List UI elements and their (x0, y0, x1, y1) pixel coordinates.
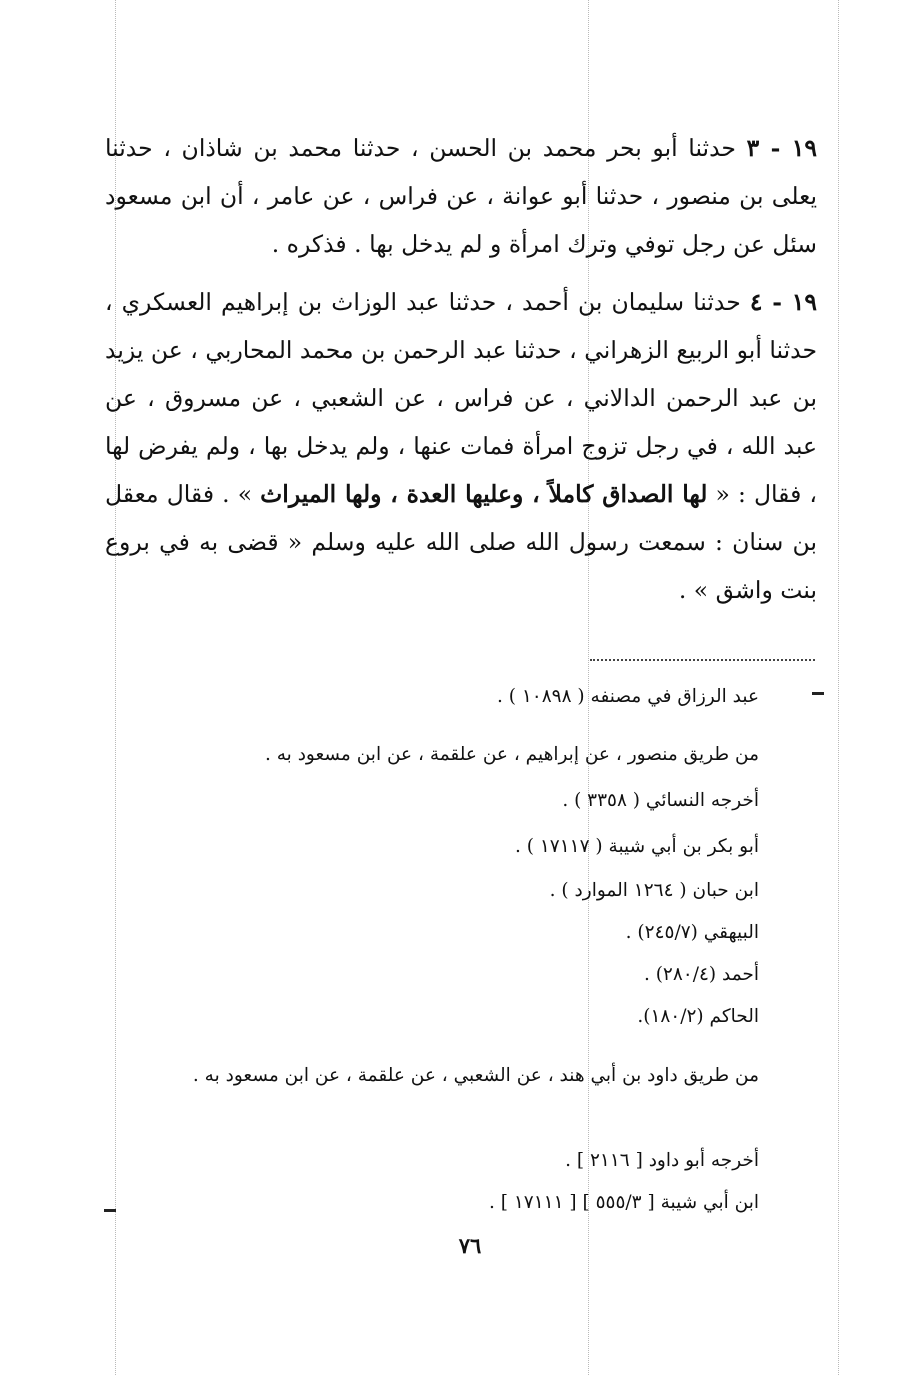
margin-mark (104, 1209, 116, 1212)
footnote-line: أحمد (٢٨٠/٤) . (643, 964, 759, 985)
footnote-line: أخرجه النسائي ( ٣٣٥٨ ) . (562, 790, 759, 811)
hadith-text: حدثنا سليمان بن أحمد ، حدثنا عبد الوزاث بن إبراهيم العسكري ، حدثنا أبو الربيع الزهراني ، حدثنا عبد الرحمن بن محمد المحاربي ، عن يزيد بن عبد الرحمن الدالاني ، عن فراس ، عن الشعبي ، عن مسروق ، عن عبد الله ، في رجل تزوج امرأة فمات عنها ، ولم يدخل بها ، ولم يفرض لها ، فقال : « (105, 288, 817, 508)
footnote-line: عبد الرزاق في مصنفه ( ١٠٨٩٨ ) . (497, 686, 759, 707)
margin-mark (812, 692, 824, 695)
page-number: ٧٦ (458, 1233, 482, 1258)
scan-guide-line (838, 0, 839, 1375)
footnote-line: أخرجه أبو داود [ ٢١١٦ ] . (565, 1150, 759, 1171)
footnote-line: من طريق منصور ، عن إبراهيم ، عن علقمة ، عن ابن مسعود به . (264, 744, 759, 765)
hadith-text-continued: » . فقال معقل بن سنان : سمعت رسول الله صلى الله عليه وسلم « قضى به في بروع بنت واشق » . (105, 480, 817, 604)
footnote-separator (590, 659, 815, 661)
hadith-text: حدثنا أبو بحر محمد بن الحسن ، حدثنا محمد بن شاذان ، حدثنا يعلى بن منصور ، حدثنا أبو عوانة ، عن فراس ، عن عامر ، أن ابن مسعود سئل عن رجل توفي وترك امرأة و لم يدخل بها . فذكره . (105, 134, 817, 258)
hadith-quote-bold: لها الصداق كاملاً ، وعليها العدة ، ولها الميراث (260, 480, 708, 508)
hadith-19-4 (105, 278, 817, 614)
footnote-line: الحاكم (١٨٠/٢). (637, 1006, 759, 1027)
footnote-line: ابن أبي شيبة [ ٥٥٥/٣ ] [ ١٧١١١ ] . (488, 1192, 759, 1213)
footnote-line: أبو بكر بن أبي شيبة ( ١٧١١٧ ) . (515, 836, 759, 857)
hadith-number: ١٩ - ٤ (749, 288, 817, 316)
hadith-19-3 (105, 124, 817, 268)
hadith-number: ١٩ - ٣ (746, 134, 817, 162)
footnote-line: ابن حبان ( ١٢٦٤ الموارد ) . (549, 880, 759, 901)
footnote-line: البيهقي (٢٤٥/٧) . (625, 922, 759, 943)
footnote-line: من طريق داود بن أبي هند ، عن الشعبي ، عن علقمة ، عن ابن مسعود به . (192, 1065, 759, 1086)
